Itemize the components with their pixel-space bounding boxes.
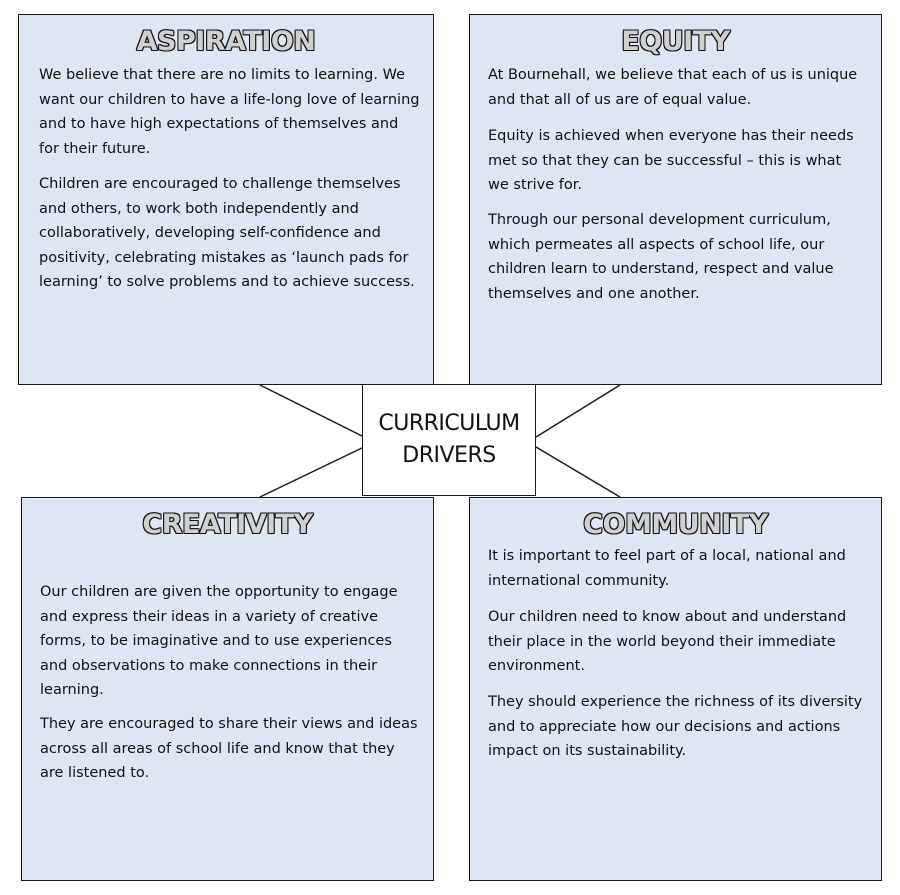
connector-community	[536, 447, 620, 497]
equity-paragraph-2: Equity is achieved when everyone has their needs met so that they can be successful – this is what we strive for.	[488, 128, 854, 193]
connector-aspiration	[260, 385, 364, 437]
connector-creativity	[260, 447, 364, 497]
community-box	[469, 497, 882, 881]
equity-paragraph-1: At Bournehall, we believe that each of us is unique and that all of us are of equal value.	[488, 67, 858, 108]
aspiration-paragraph-2: Children are encouraged to challenge themselves and others, to work both independently and collaboratively, developing self-confidence and positivity, celebrating mistakes as ‘launch pads for learning’ to solve problems and to achieve success.	[39, 176, 415, 290]
community-paragraph-2: Our children need to know about and understand their place in the world beyond their immediate environment.	[488, 609, 847, 674]
curriculum-drivers-center	[362, 384, 536, 496]
equity-paragraph-3: Through our personal development curriculum, which permeates all aspects of school life, our children learn to understand, respect and value themselves and one another.	[488, 212, 834, 302]
center-label-line-1: CURRICULUM	[378, 411, 520, 436]
center-label-line-2: DRIVERS	[402, 443, 496, 468]
equity-box	[469, 14, 882, 385]
creativity-box	[21, 497, 434, 881]
community-paragraph-3: They should experience the richness of its diversity and to appreciate how our decisions and actions impact on its sustainability.	[488, 694, 863, 759]
community-paragraph-1: It is important to feel part of a local, national and international community.	[488, 548, 846, 589]
creativity-paragraph-2: They are encouraged to share their views and ideas across all areas of school life and know that they are listened to.	[40, 716, 418, 781]
aspiration-box	[18, 14, 434, 385]
connector-equity	[536, 385, 620, 437]
creativity-title: CREATIVITY	[142, 509, 313, 540]
creativity-paragraph-1: Our children are given the opportunity to engage and express their ideas in a variety of creative forms, to be imaginative and to use experiences and observations to make connections in their learning.	[40, 584, 398, 698]
equity-title: EQUITY	[621, 26, 730, 57]
aspiration-title: ASPIRATION	[136, 26, 316, 57]
aspiration-paragraph-1: We believe that there are no limits to learning. We want our children to have a life-long love of learning and to have high expectations of themselves and for their future.	[39, 67, 420, 157]
community-title: COMMUNITY	[583, 509, 768, 540]
